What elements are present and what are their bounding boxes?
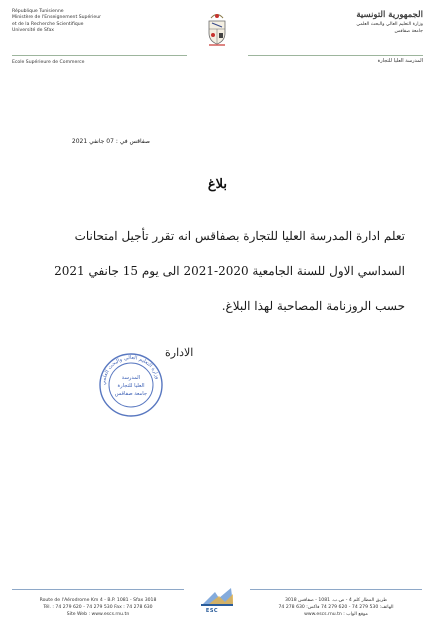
header-ar-line: وزارة التعليم العالي والبحث العلمي xyxy=(356,22,423,27)
footer-french-address xyxy=(12,597,184,619)
header-arabic-block xyxy=(273,10,423,35)
footer-ar-line: طريق المطار كلم 4 - ص.ب. 1081 - صفاقس 3018 xyxy=(284,598,388,603)
stamp-center-line: العليا للتجارة xyxy=(117,383,145,389)
header-divider-right xyxy=(248,55,423,56)
footer-divider-right xyxy=(250,589,422,590)
footer-divider-left xyxy=(12,589,184,590)
stamp-ring-text: وزارة التعليم العالي والبحث العلمي xyxy=(100,354,161,386)
stamp-center-line: المدرسة xyxy=(121,375,141,381)
notice-body-line: تعلم ادارة المدرسة العليا للتجارة بصفاقس انه تقرر تأجيل امتحانات xyxy=(74,229,405,243)
esc-logo-text: ESC xyxy=(205,608,219,614)
header-french-block xyxy=(12,9,152,35)
footer-fr-line: Site Web : www.escs.rnu.tn xyxy=(66,612,130,618)
notice-body-line: السداسي الاول للسنة الجامعية 2020-2021 الى يوم 15 جانفي 2021 xyxy=(54,264,405,278)
header-ar-line: جامعة صفاقس xyxy=(394,29,423,34)
notice-title: بلاغ xyxy=(207,177,228,192)
header-fr-line: Ministère de l'Enseignement Supérieur xyxy=(12,15,102,21)
stamp-center-line: جامعة صفاقس xyxy=(114,391,148,397)
footer-ar-line: الهاتف: 530 279 74 - 620 279 74 فاكس: 630 278 74 xyxy=(278,605,394,611)
header-ar-title: الجمهورية التونسية xyxy=(356,10,423,20)
notice-body-line: حسب الروزنامة المصاحبة لهذا البلاغ. xyxy=(221,299,405,313)
notice-date: صفاقس في : 07 جانفي 2021 xyxy=(71,138,150,145)
footer-arabic-address xyxy=(250,597,422,619)
official-stamp xyxy=(98,352,164,418)
header-divider-left xyxy=(12,55,187,56)
header-fr-line: Université de Sfax xyxy=(12,28,55,34)
coat-of-arms-icon xyxy=(205,11,229,47)
header-fr-line: et de la Recherche Scientifique xyxy=(12,21,84,27)
header-fr-line: République Tunisienne xyxy=(12,9,64,14)
footer-fr-line: Tél. : 74 279 620 - 74 279 530 Fax : 74 278 630 xyxy=(43,605,153,611)
footer-ar-line: موقع الواب : www.escs.rnu.tn xyxy=(304,612,368,618)
school-name-arabic: المدرسة العليا للتجارة xyxy=(377,58,423,64)
signature-label: الادارة xyxy=(165,346,194,359)
footer-fr-line: Route de l'Aérodrome Km 4 - B.P. 1081 - Sfax 3018 xyxy=(39,598,157,603)
school-name-french: Ecole Supérieure de Commerce xyxy=(12,60,85,65)
